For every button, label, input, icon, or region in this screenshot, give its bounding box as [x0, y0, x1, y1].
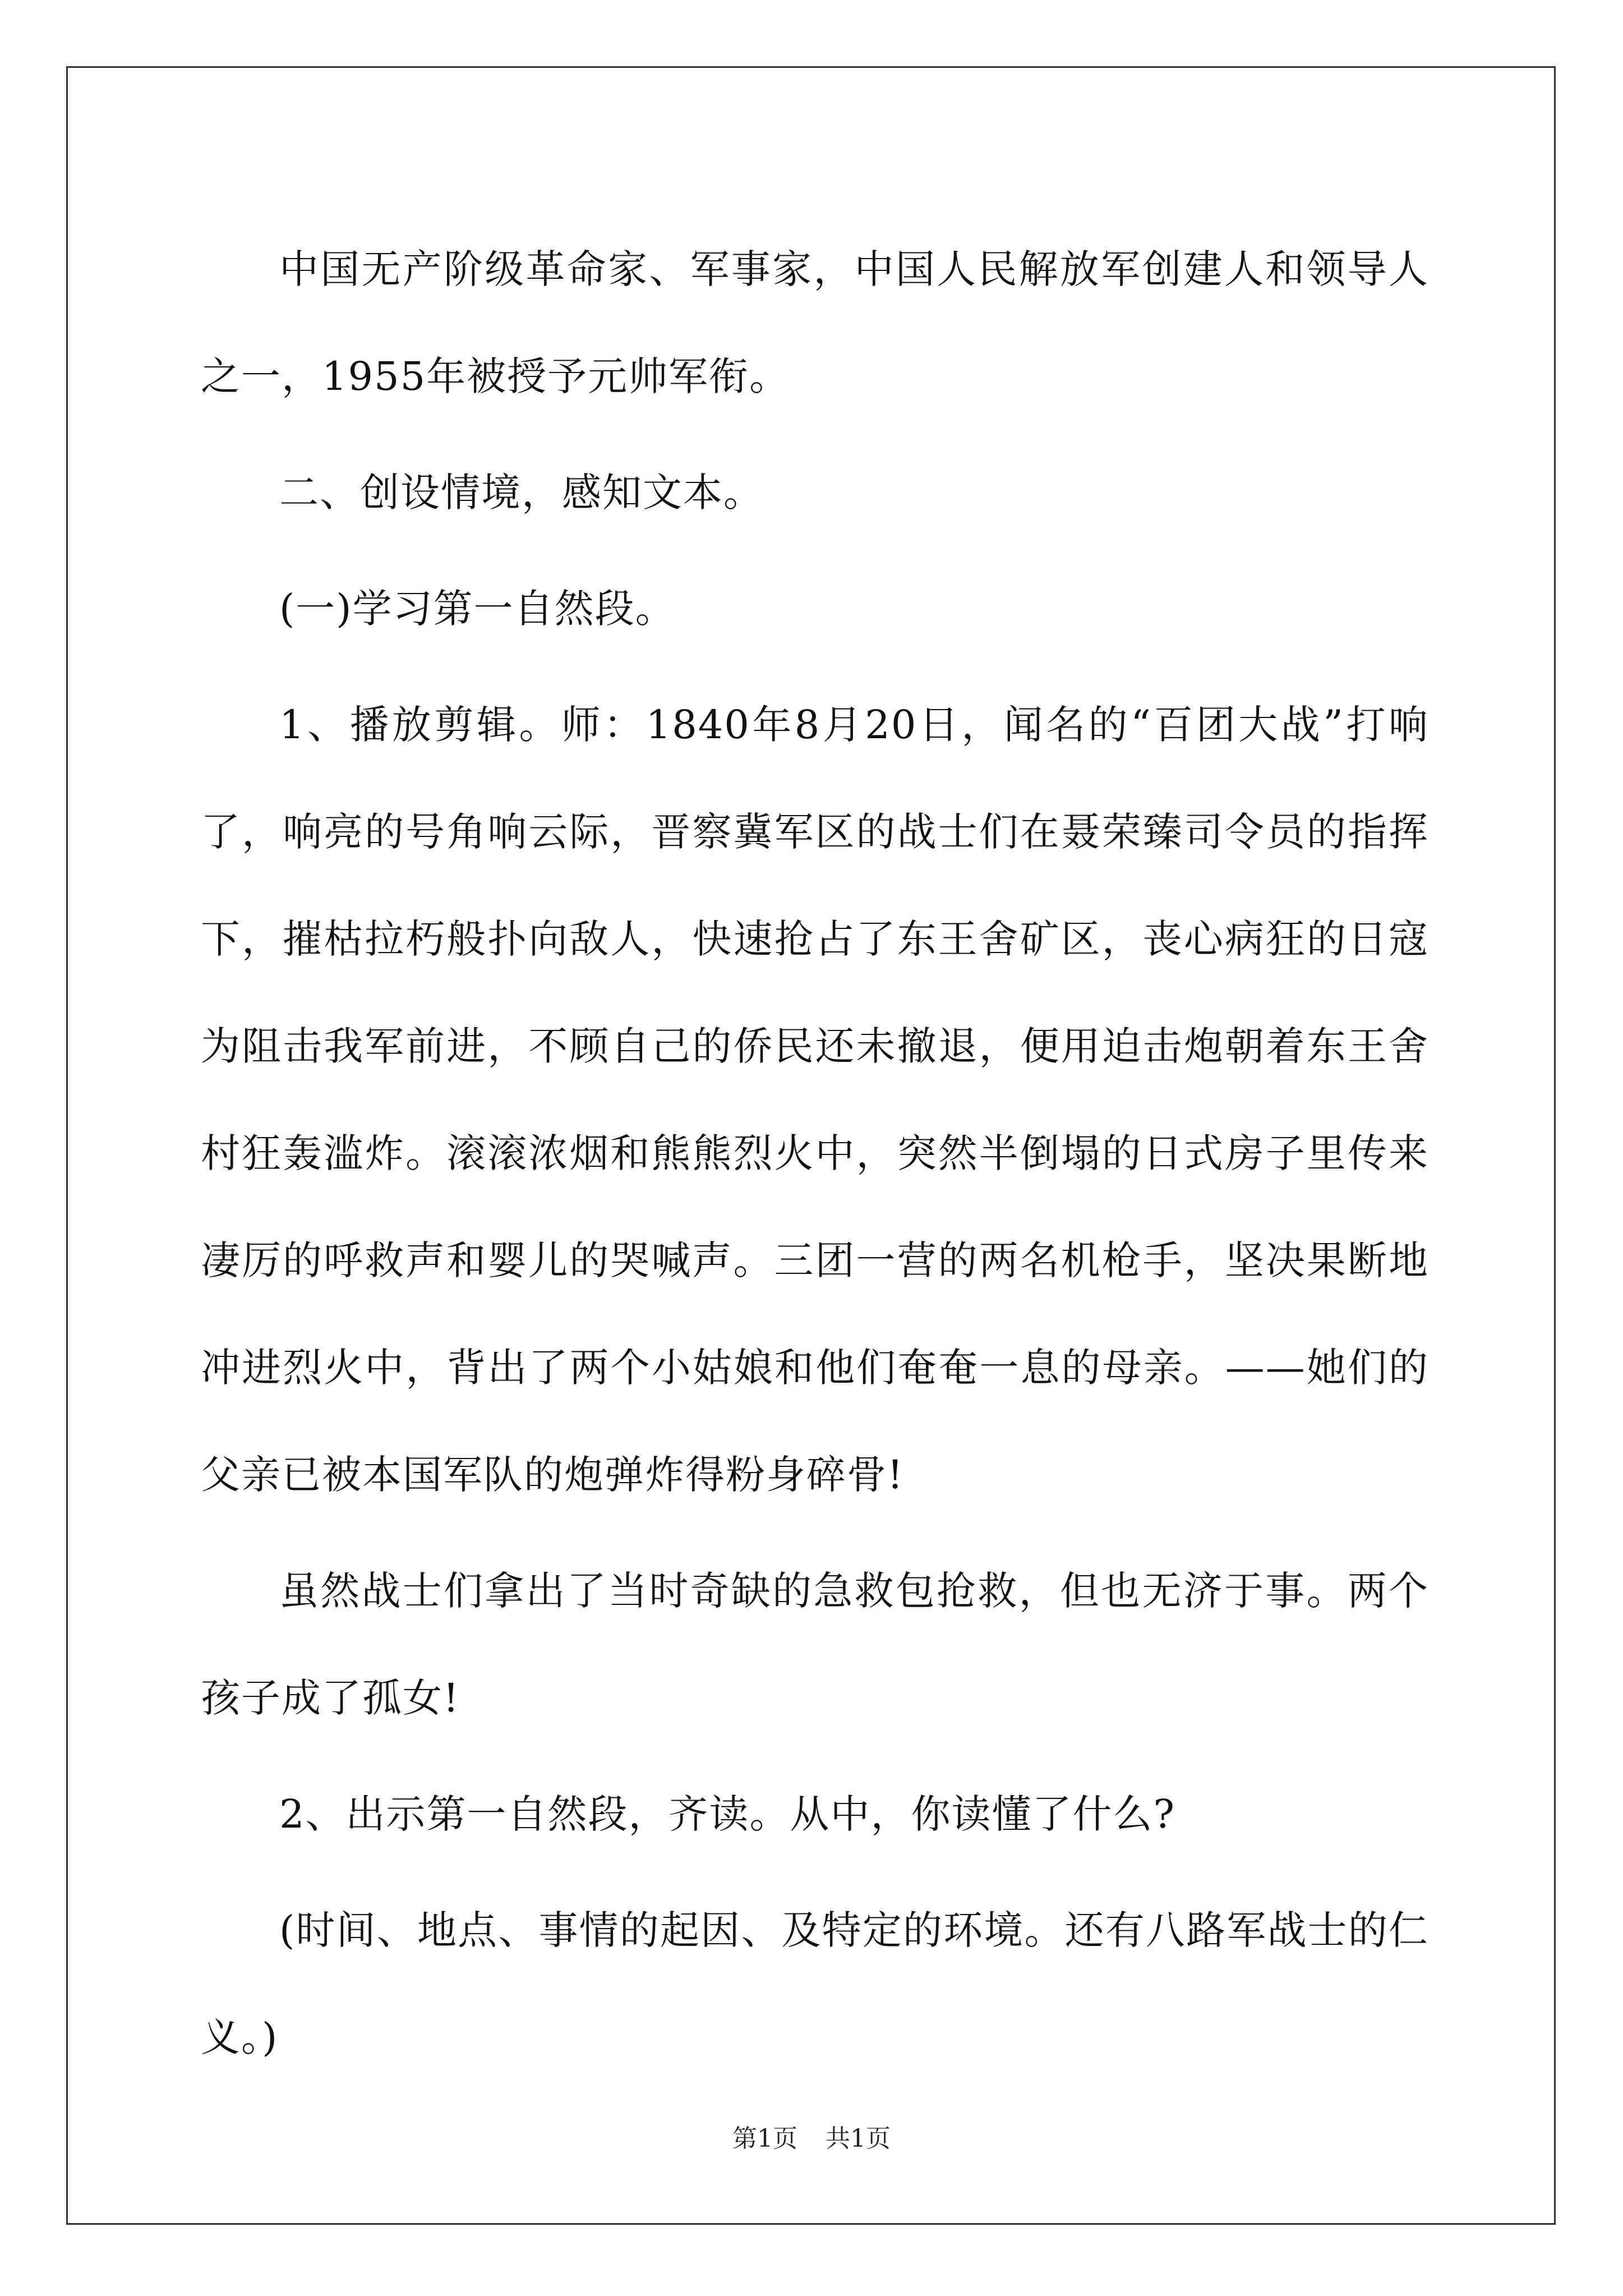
paragraph: 1、播放剪辑。师：1840年8月20日，闻名的“百团大战”打响了，响亮的号角响云际，晋察冀军区的战士们在聂荣臻司令员的指挥下，摧枯拉朽般扑向敌人，快速抢占了东王舍矿区，丧心病狂的日寇为阻击我军前进，不顾自己的侨民还未撤退，便用迫击炮朝着东王舍村狂轰滥炸。滚滚浓烟和熊熊烈火中，突然半倒塌的日式房子里传来凄厉的呼救声和婴儿的哭喊声。三团一营的两名机枪手，坚决果断地冲进烈火中，背出了两个小姑娘和他们奄奄一息的母亲。——她们的父亲已被本国军队的炮弹炸得粉身碎骨! [201, 702, 1429, 1498]
paragraph: 虽然战士们拿出了当时奇缺的急救包抢救，但也无济于事。两个孩子成了孤女! [201, 1568, 1429, 1721]
page-number-current: 第1页 [732, 2124, 797, 2153]
paragraph: (一)学习第一自然段。 [279, 586, 676, 632]
paragraph: (时间、地点、事情的起因、及特定的环境。还有八路军战士的仁义。) [201, 1907, 1429, 2060]
paragraph: 中国无产阶级革命家、军事家，中国人民解放军创建人和领导人之一，1955年被授予元帅军衔。 [201, 246, 1429, 399]
paragraph: 二、创设情境，感知文本。 [279, 470, 764, 516]
page-footer [0, 2122, 1623, 2156]
paragraph: 2、出示第一自然段，齐读。从中，你读懂了什么? [279, 1791, 1176, 1837]
document-body [201, 216, 1429, 2100]
page-number-total: 共1页 [826, 2124, 891, 2153]
